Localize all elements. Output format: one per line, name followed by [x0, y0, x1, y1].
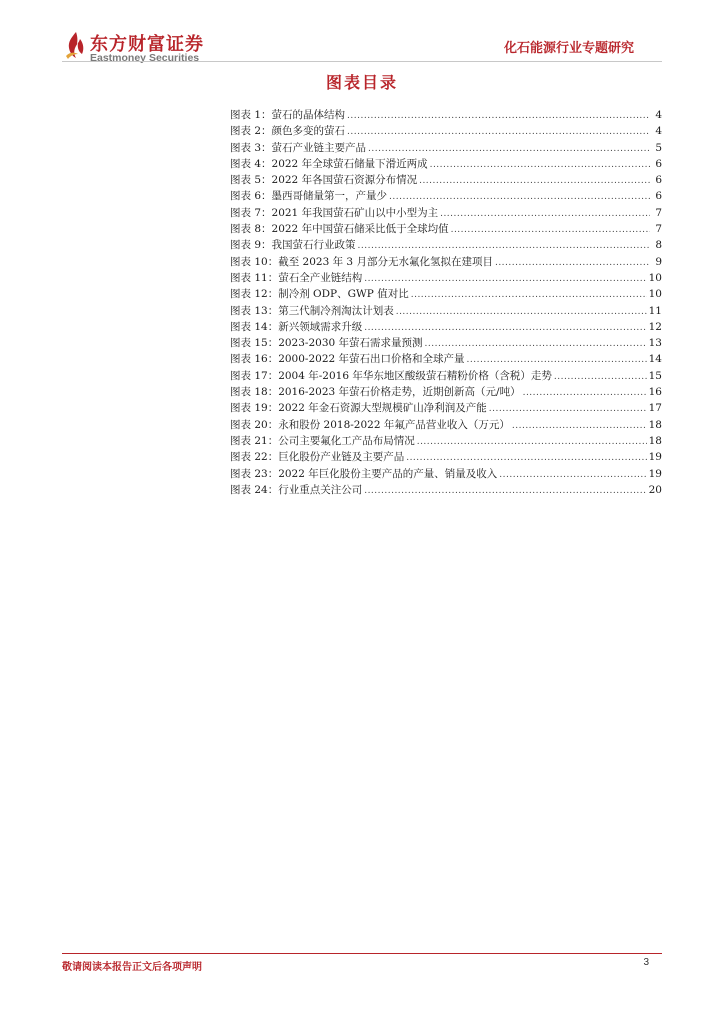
- toc-entry[interactable]: [230, 351, 662, 367]
- report-type-label: 化石能源行业专题研究: [503, 41, 634, 56]
- toc-leader-dots: [419, 173, 650, 189]
- toc-entry-page: 12: [648, 320, 662, 333]
- toc-entry-page: 17: [648, 402, 662, 415]
- toc-entry-page: 11: [648, 304, 662, 317]
- toc-entry[interactable]: [230, 417, 662, 433]
- toc-entry-page: 9: [655, 255, 662, 268]
- toc-leader-dots: [440, 206, 650, 222]
- toc-entry[interactable]: [230, 270, 662, 286]
- toc-entry-page: 7: [655, 206, 662, 219]
- toc-leader-dots: [396, 304, 647, 320]
- toc-entry-label: 图表 5：2022 年各国萤石资源分布情况: [230, 174, 418, 187]
- footer-divider: [62, 953, 662, 954]
- toc-entry-page: 20: [648, 483, 662, 496]
- header-divider: [62, 61, 662, 62]
- company-logo: [62, 30, 222, 70]
- toc-entry-label: 图表 8：2022 年中国萤石储采比低于全球均值: [230, 223, 449, 236]
- toc-entry[interactable]: [230, 205, 662, 221]
- toc-leader-dots: [368, 141, 650, 157]
- toc-entry-label: 图表 6：墨西哥储量第一，产量少: [230, 190, 388, 203]
- toc-entry[interactable]: [230, 254, 662, 270]
- toc-entry-label: 图表 19：2022 年金石资源大型规模矿山净利润及产能: [230, 402, 487, 415]
- toc-entry-label: 图表 2：颜色多变的萤石: [230, 125, 346, 138]
- toc-leader-dots: [523, 385, 647, 401]
- toc-title: 图表目录: [325, 73, 398, 92]
- toc-entry-page: 7: [655, 223, 662, 236]
- toc-entry[interactable]: [230, 319, 662, 335]
- toc-entry[interactable]: [230, 482, 662, 498]
- toc-leader-dots: [451, 222, 650, 238]
- toc-entry[interactable]: [230, 303, 662, 319]
- toc-entry-label: 图表 24：行业重点关注公司: [230, 483, 363, 496]
- toc-leader-dots: [489, 401, 647, 417]
- toc-entry[interactable]: [230, 188, 662, 204]
- toc-entry-label: 图表 10：截至 2023 年 3 月部分无水氟化氢拟在建项目: [230, 255, 493, 268]
- footer-disclaimer: 敬请阅读本报告正文后各项声明: [62, 962, 202, 973]
- toc-entry-label: 图表 17：2004 年-2016 年华东地区酸级萤石精粉价格（含税）走势: [230, 369, 552, 382]
- toc-entry[interactable]: [230, 384, 662, 400]
- toc-entry-label: 图表 16：2000-2022 年萤石出口价格和全球产量: [230, 353, 465, 366]
- toc-entry[interactable]: [230, 172, 662, 188]
- toc-entry-page: 8: [655, 239, 662, 252]
- toc-entry-label: 图表 18：2016-2023 年萤石价格走势，近期创新高（元/吨）: [230, 386, 521, 399]
- toc-entry-page: 6: [655, 174, 662, 187]
- toc-leader-dots: [406, 450, 646, 466]
- page-number: 3: [643, 957, 649, 968]
- toc-entry[interactable]: [230, 400, 662, 416]
- toc-entry-label: 图表 11：萤石全产业链结构: [230, 271, 363, 284]
- toc-list: [230, 107, 662, 498]
- toc-entry[interactable]: [230, 107, 662, 123]
- toc-entry[interactable]: [230, 221, 662, 237]
- toc-entry-label: 图表 4：2022 年全球萤石储量下滑近两成: [230, 157, 428, 170]
- toc-entry-page: 13: [648, 337, 662, 350]
- toc-leader-dots: [499, 467, 646, 483]
- logo-english-name: Eastmoney Securities: [90, 52, 200, 64]
- toc-entry[interactable]: [230, 123, 662, 139]
- toc-entry-label: 图表 23：2022 年巨化股份主要产品的产量、销量及收入: [230, 467, 498, 480]
- toc-entry[interactable]: [230, 433, 662, 449]
- toc-entry-page: 19: [648, 451, 662, 464]
- logo-flame-icon: [62, 30, 90, 60]
- toc-entry[interactable]: [230, 368, 662, 384]
- toc-entry[interactable]: [230, 449, 662, 465]
- toc-entry-label: 图表 13：第三代制冷剂淘汰计划表: [230, 304, 394, 317]
- toc-entry[interactable]: [230, 140, 662, 156]
- toc-entry-label: 图表 3：萤石产业链主要产品: [230, 141, 367, 154]
- toc-entry-page: 18: [648, 434, 662, 447]
- toc-leader-dots: [347, 108, 650, 124]
- toc-entry-page: 10: [648, 271, 662, 284]
- toc-entry-page: 19: [648, 467, 662, 480]
- toc-entry-page: 10: [648, 288, 662, 301]
- toc-leader-dots: [364, 271, 646, 287]
- toc-entry-label: 图表 22：巨化股份产业链及主要产品: [230, 451, 405, 464]
- toc-leader-dots: [347, 124, 650, 140]
- toc-entry[interactable]: [230, 156, 662, 172]
- toc-entry-page: 18: [648, 418, 662, 431]
- page-header: [0, 0, 724, 72]
- toc-entry-page: 15: [648, 369, 662, 382]
- toc-entry-page: 6: [655, 157, 662, 170]
- toc-entry-label: 图表 20：永和股份 2018-2022 年氟产品营业收入（万元）: [230, 418, 510, 431]
- toc-entry-label: 图表 12：制冷剂 ODP、GWP 值对比: [230, 288, 409, 301]
- toc-entry-label: 图表 15：2023-2030 年萤石需求量预测: [230, 337, 423, 350]
- toc-entry[interactable]: [230, 466, 662, 482]
- toc-leader-dots: [467, 352, 647, 368]
- toc-leader-dots: [358, 238, 650, 254]
- toc-entry-label: 图表 14：新兴领域需求升级: [230, 320, 363, 333]
- toc-leader-dots: [495, 255, 650, 271]
- toc-entry[interactable]: [230, 237, 662, 253]
- toc-leader-dots: [389, 189, 650, 205]
- toc-entry-page: 4: [655, 109, 662, 121]
- toc-leader-dots: [425, 336, 647, 352]
- toc-entry-page: 14: [648, 353, 662, 366]
- toc-entry-label: 图表 7：2021 年我国萤石矿山以中小型为主: [230, 206, 439, 219]
- toc-leader-dots: [554, 369, 647, 385]
- toc-leader-dots: [430, 157, 650, 173]
- toc-leader-dots: [364, 483, 646, 499]
- toc-entry-page: 6: [655, 190, 662, 203]
- toc-entry-page: 4: [655, 125, 662, 138]
- toc-leader-dots: [364, 320, 646, 336]
- toc-leader-dots: [411, 287, 647, 303]
- toc-entry-label: 图表 1：萤石的晶体结构: [230, 109, 346, 121]
- toc-entry-page: 16: [648, 386, 662, 399]
- toc-leader-dots: [417, 434, 647, 450]
- toc-entry-label: 图表 9：我国萤石行业政策: [230, 239, 356, 252]
- toc-entry[interactable]: [230, 286, 662, 302]
- logo-chinese-name: 东方财富证券: [90, 34, 204, 55]
- toc-entry-page: 5: [655, 141, 662, 154]
- toc-entry-label: 图表 21：公司主要氟化工产品布局情况: [230, 434, 415, 447]
- toc-leader-dots: [512, 418, 647, 434]
- toc-entry[interactable]: [230, 335, 662, 351]
